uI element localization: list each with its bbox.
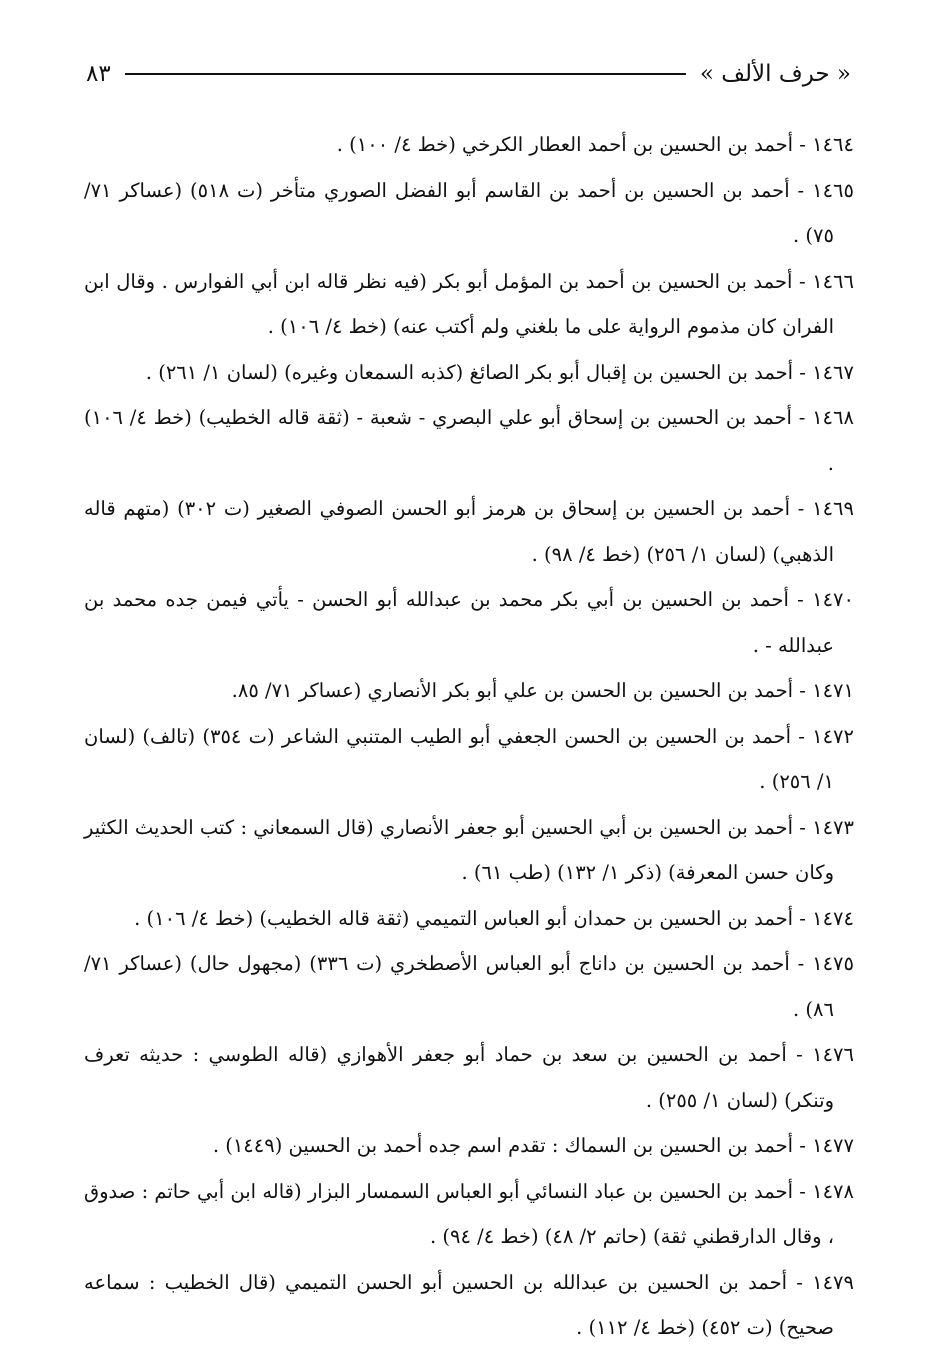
entry-1471: ١٤٧١ - أحمد بن الحسين بن الحسن بن علي أبو بكر الأنصاري (عساكر ٧١/ ٨٥. [231,679,854,702]
entry-1470: ١٤٧٠ - أحمد بن الحسين بن أبي بكر محمد بن عبدالله أبو الحسن - يأتي فيمن جده محمد بن عبدالله - . [84,588,854,657]
entry-1479: ١٤٧٩ - أحمد بن الحسين بن عبدالله بن الحسين أبو الحسن التميمي (قال الخطيب : سماعه صحيح) (ت ٤٥٢) (خط ٤/ ١١٢) . [84,1270,854,1339]
entry-1478: ١٤٧٨ - أحمد بن الحسين بن عباد النسائي أبو العباس السمسار البزار (قاله ابن أبي حاتم : صدوق ، وقال الدارقطني ثقة) (حاتم ٢/ ٤٨) (خط ٤/ ٩٤) . [84,1179,854,1248]
entry-1475: ١٤٧٥ - أحمد بن الحسين بن داناج أبو العباس الأصطخري (ت ٣٣٦) (مجهول حال) (عساكر ٧١/ ٨٦) . [84,952,855,1021]
entry-1466: ١٤٦٦ - أحمد بن الحسين بن أحمد بن المؤمل أبو بكر (فيه نظر قاله ابن أبي الفوارس . وقال ابن الفران كان مذموم الرواية على ما بلغني ولم أكتب عنه) (خط ٤/ ١٠٦) . [84,269,854,338]
entry-1467: ١٤٦٧ - أحمد بن الحسين بن إقبال أبو بكر الصائغ (كذبه السمعان وغيره) (لسان ١/ ٢٦١) . [145,360,854,384]
header-rule [125,73,686,75]
page-number: ٨٣ [86,61,111,87]
entry-1465: ١٤٦٥ - أحمد بن الحسين بن أحمد بن القاسم أبو الفضل الصوري متأخر (ت ٥١٨) (عساكر ٧١/ ٧٥) . [84,178,854,247]
page-header [86,52,851,96]
chapter-title: « حرف الألف » [699,61,851,87]
entry-1468: ١٤٦٨ - أحمد بن الحسين بن إسحاق أبو علي البصري - شعبة - (ثقة قاله الخطيب) (خط ٤/ ١٠٦) . [84,406,854,475]
entry-1464: ١٤٦٤ - أحمد بن الحسين بن أحمد العطار الكرخي (خط ٤/ ١٠٠) . [336,133,854,156]
entry-1472: ١٤٧٢ - أحمد بن الحسين بن الحسن الجعفي أبو الطيب المتنبي الشاعر (ت ٣٥٤) (تالف) (لسان ١/ ٢٥٦) . [84,724,854,793]
entry-1477: ١٤٧٧ - أحمد بن الحسين بن السماك : تقدم اسم جده أحمد بن الحسين (١٤٤٩) . [212,1134,854,1157]
entry-1474: ١٤٧٤ - أحمد بن الحسين بن حمدان أبو العباس التميمي (ثقة قاله الخطيب) (خط ٤/ ١٠٦) . [134,906,854,930]
entry-list [84,122,854,1351]
entry-1469: ١٤٦٩ - أحمد بن الحسين بن إسحاق بن هرمز أبو الحسن الصوفي الصغير (ت ٣٠٢) (متهم قاله الذهبي) (لسان ١/ ٢٥٦) (خط ٤/ ٩٨) . [84,497,854,566]
entry-1473: ١٤٧٣ - أحمد بن الحسين بن أبي الحسين أبو جعفر الأنصاري (قال السمعاني : كتب الحديث الكثير وكان حسن المعرفة) (ذكر ١/ ١٣٢) (طب ٦١) . [84,815,854,884]
entry-1476: ١٤٧٦ - أحمد بن الحسين بن سعد بن حماد أبو جعفر الأهوازي (قاله الطوسي : حديثه تعرف وتنكر) (لسان ١/ ٢٥٥) . [84,1043,854,1112]
